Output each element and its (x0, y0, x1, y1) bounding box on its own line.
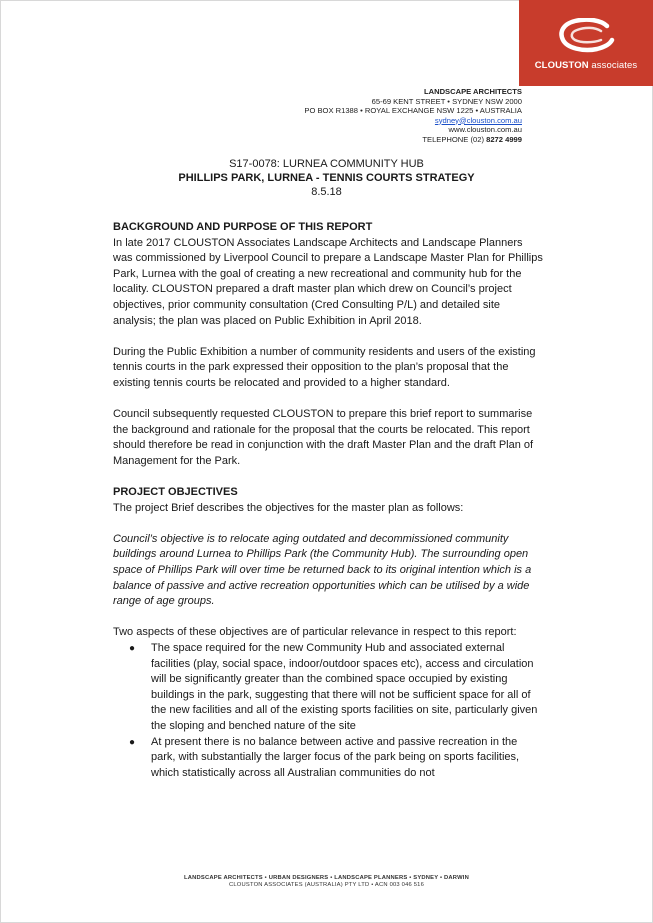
logo-suffix: associates (588, 60, 638, 71)
report-body (113, 220, 543, 781)
contact-address-2: PO BOX R1388 • ROYAL EXCHANGE NSW 1225 • AUSTRALIA (304, 106, 522, 115)
logo-wordmark (519, 60, 653, 71)
title-date: 8.5.18 (311, 186, 342, 198)
bullet-text: The space required for the new Community Hub and associated external facilities (play, social space, indoor/outdoor spaces etc), access and circulation will be significantly greater than the combined space occupied by existing buildings in the park, suggesting that there will not be sufficient space for all of the new facilities and all of the existing sports facilities on site, particularly given the sloping and benched nature of the site (151, 642, 538, 732)
contact-phone-number: 8272 4999 (486, 134, 522, 144)
contact-phone (304, 135, 522, 145)
contact-address-1: 65-69 KENT STREET • SYDNEY NSW 2000 (371, 96, 522, 106)
clouston-swoosh-icon (557, 18, 615, 54)
logo-brand: CLOUSTON (534, 60, 589, 71)
clouston-logo (519, 0, 653, 86)
background-paragraph-3: Council subsequently requested CLOUSTON to prepare this brief report to summarise the background and rationale for the proposal that the courts be relocated. This report should therefore be read in conjunction with the draft Master Plan and the draft Plan of Management for the Park. (113, 408, 534, 467)
contact-phone-label: TELEPHONE (02) (422, 134, 487, 144)
background-paragraph-1: In late 2017 CLOUSTON Associates Landscape Architects and Landscape Planners was commissioned by Liverpool Council to prepare a Landscape Master Plan for Phillips Park, Lurnea with the goal of creating a new recreational and community hub for the locality. CLOUSTON prepared a draft master plan which drew on Council’s project objectives, prior community consultation (Cred Consulting P/L) and detailed site analysis; the plan was placed on Public Exhibition in April 2018. (113, 236, 543, 327)
title-line-2: PHILLIPS PARK, LURNEA - TENNIS COURTS STRATEGY (178, 172, 475, 184)
objectives-bullet-list (113, 641, 543, 781)
footer-line-1: LANDSCAPE ARCHITECTS • URBAN DESIGNERS • LANDSCAPE PLANNERS • SYDNEY • DARWIN (184, 875, 469, 881)
footer-line-2: CLOUSTON ASSOCIATES (AUSTRALIA) PTY LTD • ACN 003 046 516 (228, 882, 425, 888)
list-item (129, 641, 543, 735)
objectives-quote: Council’s objective is to relocate aging outdated and decommissioned community buildings around Lurnea to Phillips Park (the Community Hub). The surrounding open space of Phillips Park will over time be returned back to its original intention which is a balance of passive and active recreation opportunities which can be utilised by a wide range of age groups. (113, 532, 532, 608)
title-line-1: S17-0078: LURNEA COMMUNITY HUB (229, 158, 424, 170)
document-title (0, 157, 653, 199)
bullet-text: At present there is no balance between active and passive recreation in the park, with substantially the larger focus of the park being on sports facilities, which statistically across all Australian communities do not (151, 735, 520, 779)
contact-block (304, 87, 522, 144)
objectives-intro: The project Brief describes the objectives for the master plan as follows: (113, 501, 464, 514)
list-item (129, 735, 543, 782)
background-heading: BACKGROUND AND PURPOSE OF THIS REPORT (113, 221, 373, 233)
bullet-icon: ● (129, 643, 136, 655)
background-paragraph-2: During the Public Exhibition a number of community residents and users of the existing tennis courts in the park expressed their opposition to the plan’s proposal that the existing tennis courts be relocated and provided to a higher standard. (113, 345, 536, 389)
contact-firm: LANDSCAPE ARCHITECTS (423, 87, 522, 96)
contact-website[interactable]: www.clouston.com.au (448, 125, 522, 134)
bullet-icon: ● (129, 736, 136, 748)
objectives-paragraph-2: Two aspects of these objectives are of particular relevance in respect to this report: (113, 626, 517, 639)
contact-email-link[interactable]: sydney@clouston.com.au (434, 115, 522, 125)
page-footer (0, 875, 653, 889)
objectives-heading: PROJECT OBJECTIVES (113, 486, 238, 499)
